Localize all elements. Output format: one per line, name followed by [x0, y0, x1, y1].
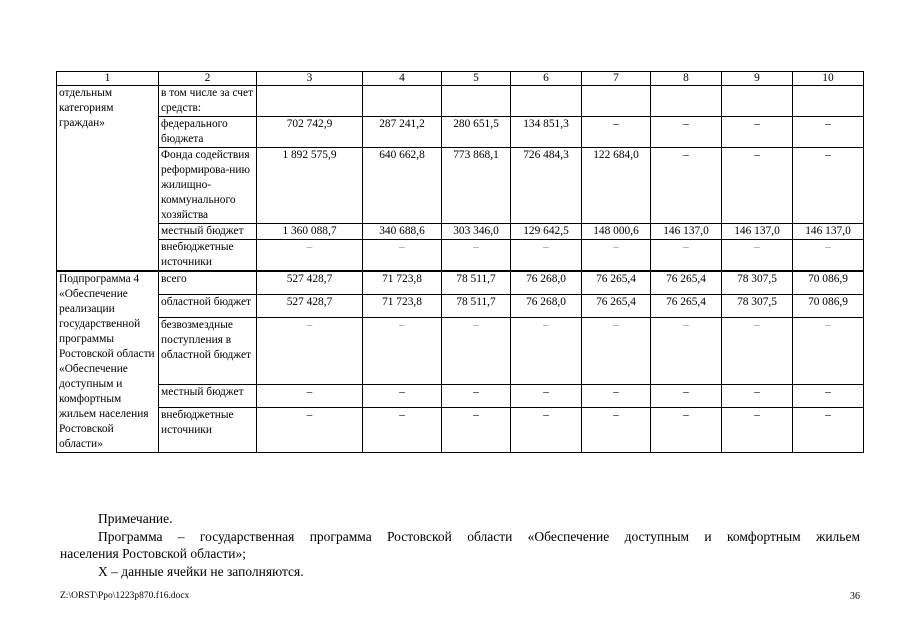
value-cell: 71 723,8 [363, 295, 442, 318]
value-cell: – [793, 240, 864, 272]
value-cell: 70 086,9 [793, 271, 864, 295]
value-cell [793, 86, 864, 117]
note-x-definition: Х – данные ячейки не заполняются. [98, 563, 304, 579]
value-cell: 340 688,6 [363, 224, 442, 240]
funding-source-cell: в том числе за счет средств: [159, 86, 257, 117]
value-cell: – [442, 318, 511, 385]
value-cell [511, 86, 582, 117]
value-cell: – [442, 240, 511, 272]
value-cell: 70 086,9 [793, 295, 864, 318]
table-row [57, 408, 864, 453]
value-cell: – [722, 385, 793, 408]
value-cell: 76 265,4 [651, 271, 722, 295]
value-cell: 280 651,5 [442, 117, 511, 148]
program-category-cell: Подпрограмма 4 «Обеспечение реализации государственной программы Ростовской области «Обеспечение доступным и комфортным жильем населения Ростовской области» [57, 271, 159, 453]
column-number-8: 8 [651, 72, 722, 86]
column-number-4: 4 [363, 72, 442, 86]
value-cell: 129 642,5 [511, 224, 582, 240]
page-number: 36 [850, 591, 860, 602]
value-cell: – [582, 318, 651, 385]
value-cell: – [793, 148, 864, 224]
column-number-1: 1 [57, 72, 159, 86]
value-cell: – [442, 408, 511, 453]
value-cell: 78 511,7 [442, 271, 511, 295]
footer-file-path: Z:\ORST\Ppo\1223p870.f16.docx [60, 591, 190, 601]
table-row [57, 385, 864, 408]
column-number-row [57, 72, 864, 86]
value-cell: 134 851,3 [511, 117, 582, 148]
table-row [57, 86, 864, 117]
value-cell: – [511, 408, 582, 453]
table-body [57, 72, 864, 453]
value-cell: – [257, 385, 363, 408]
value-cell: – [257, 408, 363, 453]
value-cell: 303 346,0 [442, 224, 511, 240]
value-cell: – [651, 385, 722, 408]
column-number-10: 10 [793, 72, 864, 86]
funding-source-cell: внебюджетные источники [159, 408, 257, 453]
value-cell: – [651, 240, 722, 272]
value-cell: – [363, 408, 442, 453]
value-cell: 640 662,8 [363, 148, 442, 224]
column-number-9: 9 [722, 72, 793, 86]
value-cell: – [722, 117, 793, 148]
budget-table [56, 71, 864, 453]
funding-source-cell: областной бюджет [159, 295, 257, 318]
table-row [57, 240, 864, 272]
value-cell [651, 86, 722, 117]
value-cell [257, 86, 363, 117]
value-cell [582, 86, 651, 117]
note-heading: Примечание. [98, 511, 173, 526]
value-cell: 146 137,0 [793, 224, 864, 240]
value-cell: 76 268,0 [511, 271, 582, 295]
value-cell: 71 723,8 [363, 271, 442, 295]
column-number-6: 6 [511, 72, 582, 86]
value-cell: 148 000,6 [582, 224, 651, 240]
value-cell: 76 268,0 [511, 295, 582, 318]
value-cell: 78 307,5 [722, 295, 793, 318]
value-cell: 287 241,2 [363, 117, 442, 148]
value-cell: – [722, 408, 793, 453]
value-cell: – [582, 385, 651, 408]
value-cell: – [363, 240, 442, 272]
value-cell: – [793, 408, 864, 453]
funding-source-cell: всего [159, 271, 257, 295]
value-cell: 76 265,4 [651, 295, 722, 318]
funding-source-cell: Фонда содействия реформирова-нию жилищно-коммунального хозяйства [159, 148, 257, 224]
table-row [57, 271, 864, 295]
value-cell: 76 265,4 [582, 295, 651, 318]
value-cell: – [363, 318, 442, 385]
funding-source-cell: федерального бюджета [159, 117, 257, 148]
value-cell: 527 428,7 [257, 271, 363, 295]
value-cell: – [793, 385, 864, 408]
value-cell: – [651, 117, 722, 148]
value-cell: 146 137,0 [651, 224, 722, 240]
table-row [57, 117, 864, 148]
value-cell: – [793, 318, 864, 385]
table-row [57, 318, 864, 385]
value-cell: – [651, 148, 722, 224]
column-number-2: 2 [159, 72, 257, 86]
value-cell: 773 868,1 [442, 148, 511, 224]
value-cell: – [511, 385, 582, 408]
value-cell: 78 307,5 [722, 271, 793, 295]
value-cell: – [442, 385, 511, 408]
value-cell: – [722, 240, 793, 272]
value-cell: 78 511,7 [442, 295, 511, 318]
funding-source-cell: безвозмездные поступления в областной бюджет [159, 318, 257, 385]
value-cell: 726 484,3 [511, 148, 582, 224]
value-cell: – [511, 240, 582, 272]
value-cell: 122 684,0 [582, 148, 651, 224]
value-cell: 527 428,7 [257, 295, 363, 318]
value-cell: – [793, 117, 864, 148]
value-cell: 1 892 575,9 [257, 148, 363, 224]
note-program-definition-cont: населения Ростовской области»; [60, 546, 246, 561]
value-cell: – [651, 318, 722, 385]
value-cell: – [257, 318, 363, 385]
value-cell: 146 137,0 [722, 224, 793, 240]
value-cell [722, 86, 793, 117]
funding-source-cell: местный бюджет [159, 224, 257, 240]
value-cell: – [363, 385, 442, 408]
value-cell: – [511, 318, 582, 385]
column-number-7: 7 [582, 72, 651, 86]
column-number-5: 5 [442, 72, 511, 86]
value-cell: – [722, 148, 793, 224]
value-cell: 76 265,4 [582, 271, 651, 295]
note-section [60, 510, 860, 580]
value-cell: – [582, 117, 651, 148]
program-category-cell: отдельным категориям граждан» [57, 86, 159, 272]
value-cell: – [582, 240, 651, 272]
value-cell: – [257, 240, 363, 272]
value-cell [442, 86, 511, 117]
table-row [57, 224, 864, 240]
value-cell: 1 360 088,7 [257, 224, 363, 240]
column-number-3: 3 [257, 72, 363, 86]
value-cell: 702 742,9 [257, 117, 363, 148]
funding-source-cell: местный бюджет [159, 385, 257, 408]
value-cell [363, 86, 442, 117]
table-row [57, 148, 864, 224]
note-program-definition: Программа – государственная программа Ростовской области «Обеспечение доступным и комфортным жильем [98, 528, 860, 544]
table-row [57, 295, 864, 318]
value-cell: – [722, 318, 793, 385]
value-cell: – [651, 408, 722, 453]
value-cell: – [582, 408, 651, 453]
funding-source-cell: внебюджетные источники [159, 240, 257, 272]
